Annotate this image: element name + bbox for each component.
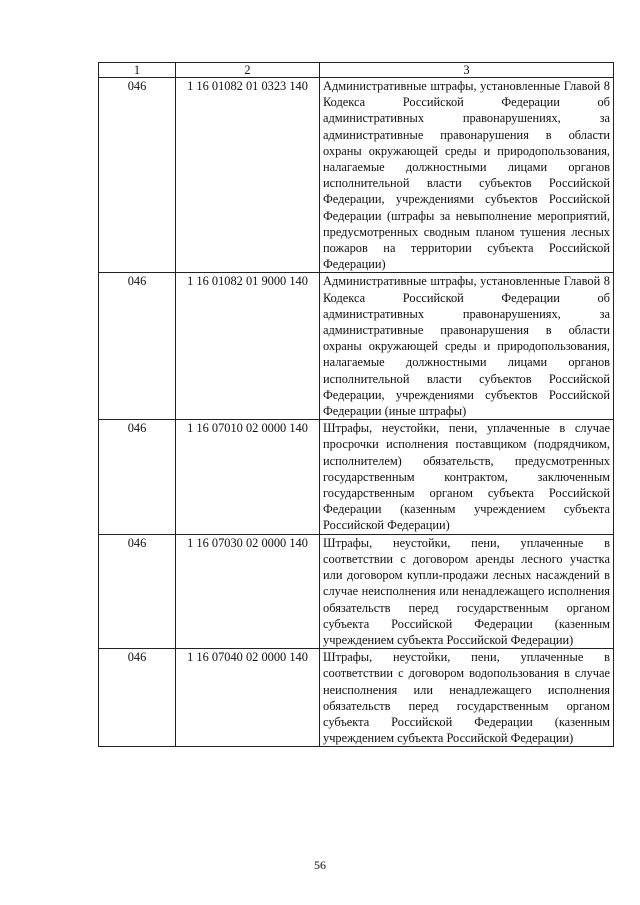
table-row [99,534,614,648]
revenue-name-cell: Штрафы, неустойки, пени, уплаченные в соответствии с договором водопользования в случае неисполнения или ненадлежащего исполнения обязательств перед государственным органом субъекта Российской Федерации (казенным учреждением субъекта Российской Федерации) [320,649,614,747]
page-number: 56 [314,858,326,872]
admin-code-cell: 046 [99,273,176,420]
revenue-name-cell: Штрафы, неустойки, пени, уплаченные в соответствии с договором аренды лесного участка или договором купли-продажи лесных насаждений в случае неисполнения или ненадлежащего исполнения обязательств перед государственным органом субъекта Российской Федерации (казенным учреждением субъекта Российской Федерации) [320,534,614,648]
budget-codes-table [98,62,614,747]
kbk-code-cell: 1 16 07040 02 0000 140 [176,649,320,747]
header-col-3: 3 [320,63,614,78]
revenue-name-cell: Административные штрафы, установленные Главой 8 Кодекса Российской Федерации об административных правонарушениях, за административные правонарушения в области охраны окружающей среды и природопользования, налагаемые должностными лицами органов исполнительной власти субъектов Российской Федерации, учреждениями субъектов Российской Федерации (иные штрафы) [320,273,614,420]
revenue-name-cell: Штрафы, неустойки, пени, уплаченные в случае просрочки исполнения поставщиком (подрядчиком, исполнителем) обязательств, предусмотренных государственным контрактом, заключенным государственным органом субъекта Российской Федерации (казенным учреждением субъекта Российской Федерации) [320,420,614,534]
table-row [99,420,614,534]
kbk-code-cell: 1 16 07030 02 0000 140 [176,534,320,648]
table-header-row [99,63,614,78]
header-col-1: 1 [99,63,176,78]
table-row [99,273,614,420]
kbk-code-cell: 1 16 07010 02 0000 140 [176,420,320,534]
revenue-name-cell: Административные штрафы, установленные Главой 8 Кодекса Российской Федерации об административных правонарушениях, за административные правонарушения в области охраны окружающей среды и природопользования, налагаемые должностными лицами органов исполнительной власти субъектов Российской Федерации, учреждениями субъектов Российской Федерации (штрафы за невыполнение мероприятий, предусмотренных сводным планом тушения лесных пожаров на территории субъекта Российской Федерации) [320,78,614,273]
admin-code-cell: 046 [99,649,176,747]
header-col-2: 2 [176,63,320,78]
table-row [99,78,614,273]
admin-code-cell: 046 [99,420,176,534]
admin-code-cell: 046 [99,534,176,648]
table-row [99,649,614,747]
kbk-code-cell: 1 16 01082 01 0323 140 [176,78,320,273]
admin-code-cell: 046 [99,78,176,273]
kbk-code-cell: 1 16 01082 01 9000 140 [176,273,320,420]
